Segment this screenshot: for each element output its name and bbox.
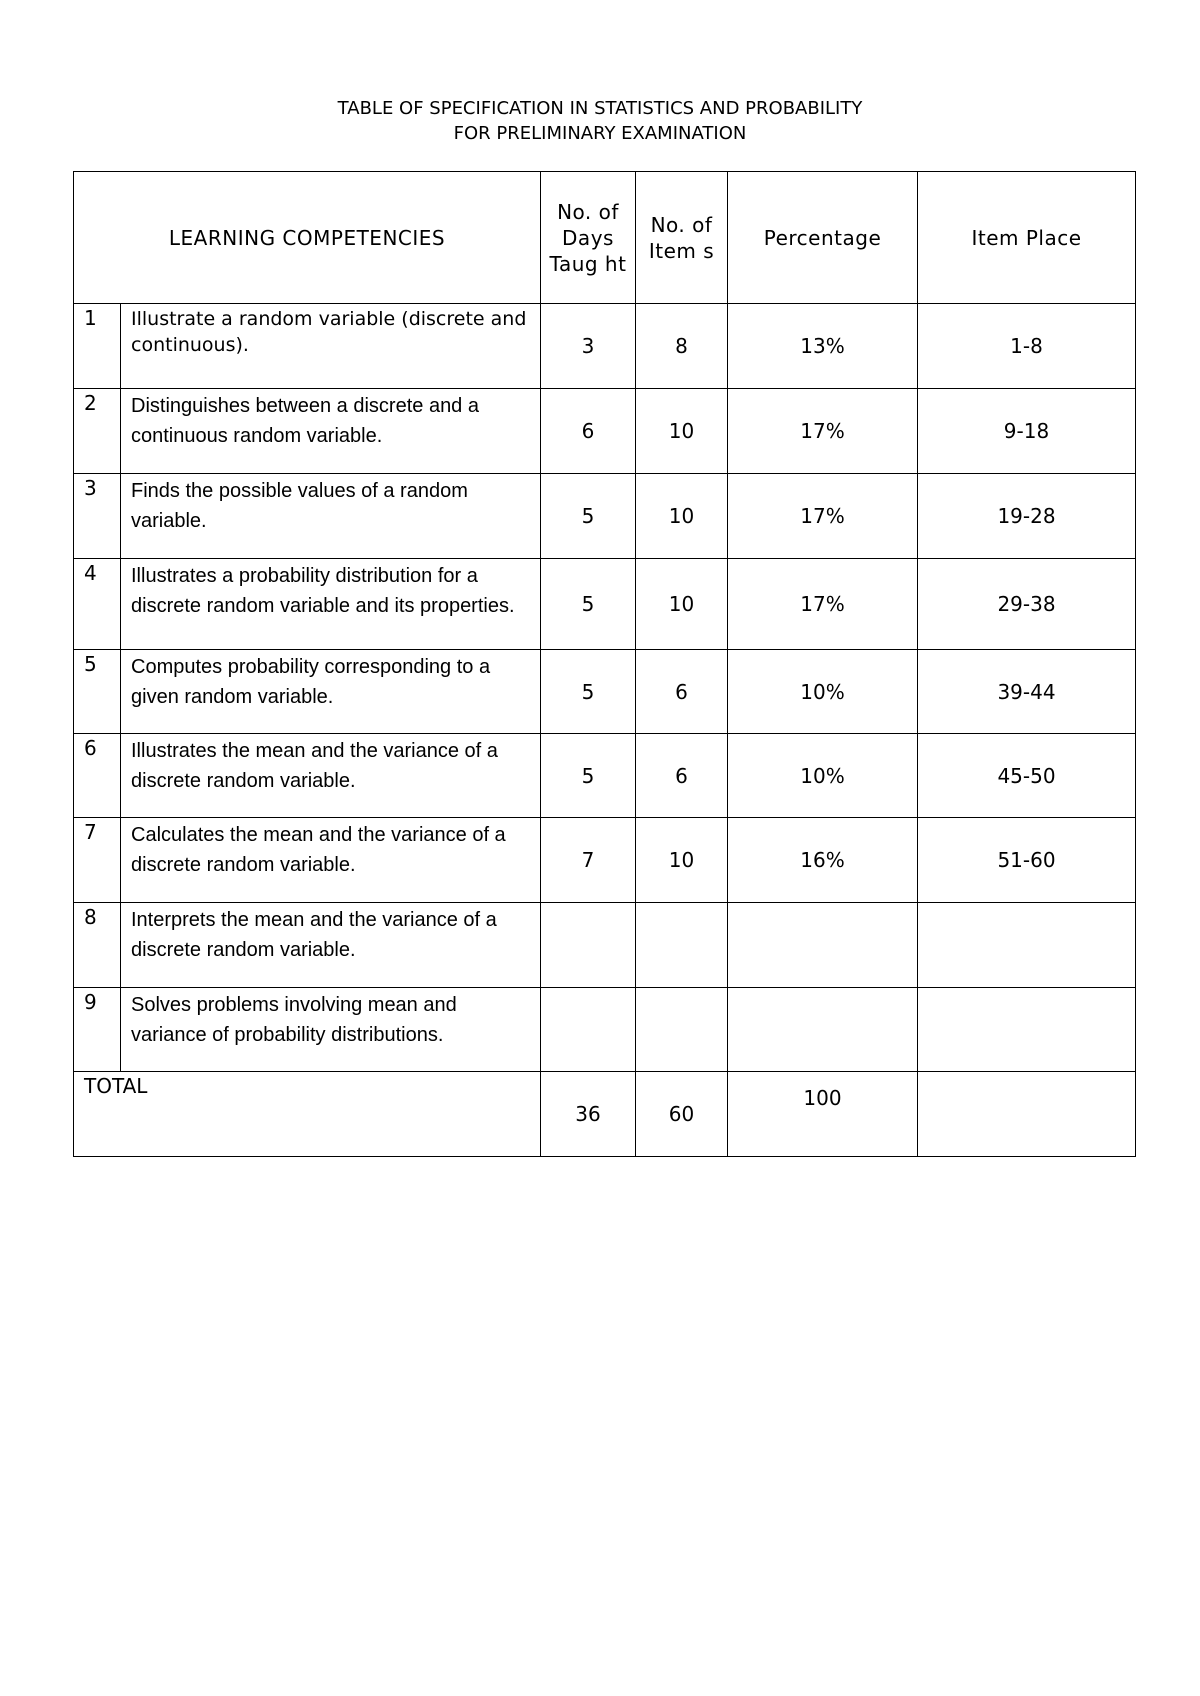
- table-row: [74, 389, 1136, 474]
- competency-text: Interprets the mean and the variance of a discrete random variable.: [121, 903, 541, 988]
- total-label: TOTAL: [74, 1072, 541, 1157]
- percentage: [728, 988, 918, 1072]
- table-row: [74, 559, 1136, 650]
- table-row: [74, 903, 1136, 988]
- header-days: No. of Days Taug ht: [541, 172, 636, 304]
- number-of-items: [636, 988, 728, 1072]
- competency-text: Illustrate a random variable (discrete and continuous).: [121, 304, 541, 389]
- specification-table: [73, 171, 1136, 1157]
- row-number: 7: [74, 818, 121, 903]
- percentage: 17%: [728, 389, 918, 474]
- total-items: 60: [636, 1072, 728, 1157]
- item-place: 1-8: [918, 304, 1136, 389]
- row-number: 2: [74, 389, 121, 474]
- number-of-items: 10: [636, 474, 728, 559]
- header-item-place: Item Place: [918, 172, 1136, 304]
- percentage: 10%: [728, 734, 918, 818]
- item-place: [918, 988, 1136, 1072]
- row-number: 3: [74, 474, 121, 559]
- total-row: [74, 1072, 1136, 1157]
- percentage: 17%: [728, 559, 918, 650]
- row-number: 8: [74, 903, 121, 988]
- days-taught: 5: [541, 474, 636, 559]
- item-place: 19-28: [918, 474, 1136, 559]
- percentage: 17%: [728, 474, 918, 559]
- row-number: 1: [74, 304, 121, 389]
- days-taught: 6: [541, 389, 636, 474]
- days-taught: [541, 988, 636, 1072]
- number-of-items: 8: [636, 304, 728, 389]
- days-taught: [541, 903, 636, 988]
- row-number: 6: [74, 734, 121, 818]
- header-percentage: Percentage: [728, 172, 918, 304]
- number-of-items: 10: [636, 818, 728, 903]
- competency-text: Computes probability corresponding to a given random variable.: [121, 650, 541, 734]
- competency-text: Solves problems involving mean and variance of probability distributions.: [121, 988, 541, 1072]
- number-of-items: 6: [636, 650, 728, 734]
- total-item-place: [918, 1072, 1136, 1157]
- number-of-items: 10: [636, 559, 728, 650]
- competency-text: Finds the possible values of a random variable.: [121, 474, 541, 559]
- number-of-items: 10: [636, 389, 728, 474]
- competency-text: Distinguishes between a discrete and a continuous random variable.: [121, 389, 541, 474]
- row-number: 4: [74, 559, 121, 650]
- item-place: 51-60: [918, 818, 1136, 903]
- title-line-1: TABLE OF SPECIFICATION IN STATISTICS AND PROBABILITY: [337, 98, 863, 119]
- item-place: 29-38: [918, 559, 1136, 650]
- table-row: [74, 988, 1136, 1072]
- days-taught: 5: [541, 650, 636, 734]
- table-row: [74, 650, 1136, 734]
- item-place: 39-44: [918, 650, 1136, 734]
- table-row: [74, 734, 1136, 818]
- item-place: [918, 903, 1136, 988]
- competency-text: Illustrates the mean and the variance of a discrete random variable.: [121, 734, 541, 818]
- number-of-items: [636, 903, 728, 988]
- header-items: No. of Item s: [636, 172, 728, 304]
- total-percentage: 100: [728, 1072, 918, 1157]
- table-row: [74, 818, 1136, 903]
- competency-text: Calculates the mean and the variance of a discrete random variable.: [121, 818, 541, 903]
- days-taught: 5: [541, 559, 636, 650]
- header-row: [74, 172, 1136, 304]
- item-place: 45-50: [918, 734, 1136, 818]
- days-taught: 7: [541, 818, 636, 903]
- days-taught: 5: [541, 734, 636, 818]
- title-line-2: FOR PRELIMINARY EXAMINATION: [453, 123, 747, 144]
- item-place: 9-18: [918, 389, 1136, 474]
- row-number: 5: [74, 650, 121, 734]
- row-number: 9: [74, 988, 121, 1072]
- days-taught: 3: [541, 304, 636, 389]
- competency-text: Illustrates a probability distribution for a discrete random variable and its properties.: [121, 559, 541, 650]
- total-days: 36: [541, 1072, 636, 1157]
- table-row: [74, 304, 1136, 389]
- header-competencies: LEARNING COMPETENCIES: [74, 172, 541, 304]
- percentage: [728, 903, 918, 988]
- table-row: [74, 474, 1136, 559]
- percentage: 16%: [728, 818, 918, 903]
- percentage: 13%: [728, 304, 918, 389]
- number-of-items: 6: [636, 734, 728, 818]
- percentage: 10%: [728, 650, 918, 734]
